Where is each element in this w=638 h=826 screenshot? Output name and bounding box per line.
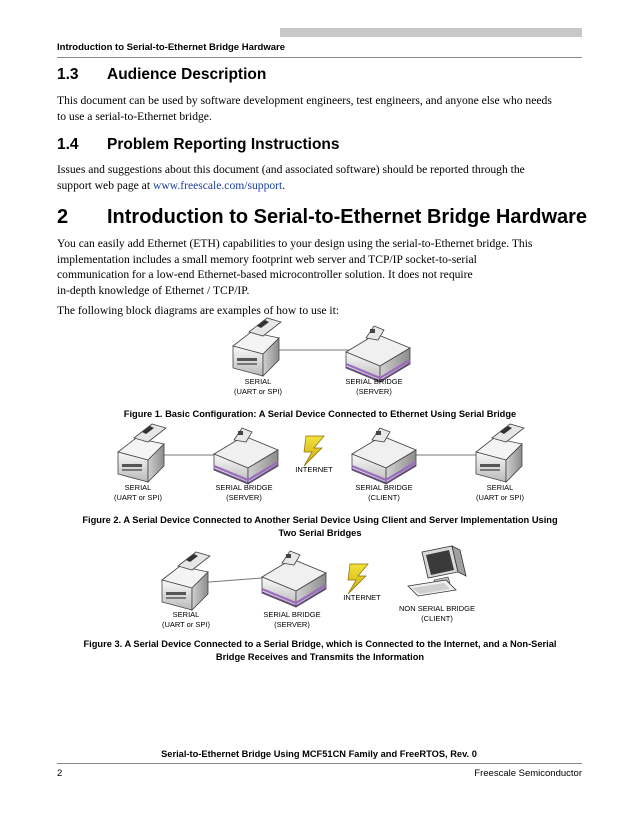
serial-device-icon	[233, 318, 281, 376]
serial-bridge-server-icon	[214, 428, 278, 484]
client-sublabel: (CLIENT)	[368, 493, 400, 502]
section-number: 1.3	[57, 66, 79, 83]
section-title: Problem Reporting Instructions	[107, 136, 340, 153]
body-text: support web page at	[57, 178, 153, 192]
body-text: .	[282, 178, 286, 192]
section-number: 2	[57, 206, 69, 228]
body-line: implementation includes a small memory footprint web server and TCP/IP socket-to-serial	[57, 252, 477, 266]
server-label: SERIAL BRIDGE	[263, 610, 321, 619]
serial-bridge-server-icon	[262, 551, 326, 607]
section-2-intro: The following block diagrams are examples of how to use it:	[57, 304, 340, 317]
serial-sublabel: (UART or SPI)	[161, 620, 211, 629]
caption-line: Figure 3. A Serial Device Connected to a Serial Bridge, which is Connected to the Internet, and a Non-Serial	[83, 639, 557, 649]
serial-sublabel: (UART or SPI)	[233, 387, 283, 396]
body-line: communication for a low-end Ethernet-based microcontroller solution. It does not require	[57, 268, 473, 281]
serial-label: SERIAL	[172, 610, 200, 619]
caption-line: Figure 2. A Serial Device Connected to Another Serial Device Using Client and Server Implementation Using	[82, 515, 558, 525]
serial-a-label: SERIAL	[124, 483, 152, 492]
section-number: 1.4	[57, 136, 79, 153]
client-label: SERIAL BRIDGE	[355, 483, 413, 492]
bridge-label: SERIAL BRIDGE	[345, 377, 403, 386]
server-sublabel: (SERVER)	[274, 620, 310, 629]
internet-label: INTERNET	[343, 593, 381, 602]
footer-company: Freescale Semiconductor	[474, 768, 582, 779]
internet-bolt-icon	[348, 564, 368, 594]
serial-device-icon	[476, 424, 524, 482]
figure-3-diagram	[162, 546, 475, 629]
serial-bridge-icon	[346, 326, 410, 382]
page-number: 2	[57, 768, 63, 779]
section-title: Introduction to Serial-to-Ethernet Bridge Hardware	[107, 206, 588, 228]
serial-label: SERIAL	[244, 377, 272, 386]
footer-doc-title: Serial-to-Ethernet Bridge Using MCF51CN Family and FreeRTOS, Rev. 0	[161, 749, 477, 759]
footer-rule	[57, 763, 582, 764]
body-line: This document can be used by software development engineers, test engineers, and anyone else who needs	[57, 94, 552, 107]
bridge-sublabel: (SERVER)	[356, 387, 392, 396]
serial-b-sublabel: (UART or SPI)	[475, 493, 525, 502]
caption-line: Two Serial Bridges	[278, 527, 362, 538]
serial-device-icon	[162, 552, 210, 610]
section-title: Audience Description	[107, 66, 267, 83]
computer-icon	[408, 546, 466, 596]
body-line: You can easily add Ethernet (ETH) capabilities to your design using the serial-to-Ethernet bridge. This	[57, 237, 533, 250]
body-line: Issues and suggestions about this document (and associated software) should be reported through the	[57, 163, 525, 176]
internet-label: INTERNET	[295, 465, 333, 474]
figure-2-diagram	[114, 424, 525, 502]
figure-3-caption	[57, 638, 583, 663]
serial-b-label: SERIAL	[486, 483, 514, 492]
server-sublabel: (SERVER)	[226, 493, 262, 502]
running-header: Introduction to Serial-to-Ethernet Bridge Hardware	[57, 42, 286, 53]
body-line: to use a serial-to-Ethernet bridge.	[57, 109, 212, 123]
server-label: SERIAL BRIDGE	[215, 483, 273, 492]
caption-line: Bridge Receives and Transmits the Information	[215, 651, 425, 662]
client-sublabel: (CLIENT)	[421, 614, 453, 623]
figure-1-caption: Figure 1. Basic Configuration: A Serial Device Connected to Ethernet Using Serial Bridge	[123, 409, 517, 419]
internet-bolt-icon	[304, 436, 324, 466]
serial-a-sublabel: (UART or SPI)	[113, 493, 163, 502]
serial-bridge-client-icon	[352, 428, 416, 484]
client-label: NON SERIAL BRIDGE	[399, 604, 475, 613]
figure-1-diagram	[233, 318, 410, 396]
serial-device-icon	[118, 424, 166, 482]
support-link[interactable]: www.freescale.com/support	[152, 178, 283, 192]
body-line: in-depth knowledge of Ethernet / TCP/IP.	[57, 283, 250, 297]
figure-2-caption	[57, 514, 583, 539]
